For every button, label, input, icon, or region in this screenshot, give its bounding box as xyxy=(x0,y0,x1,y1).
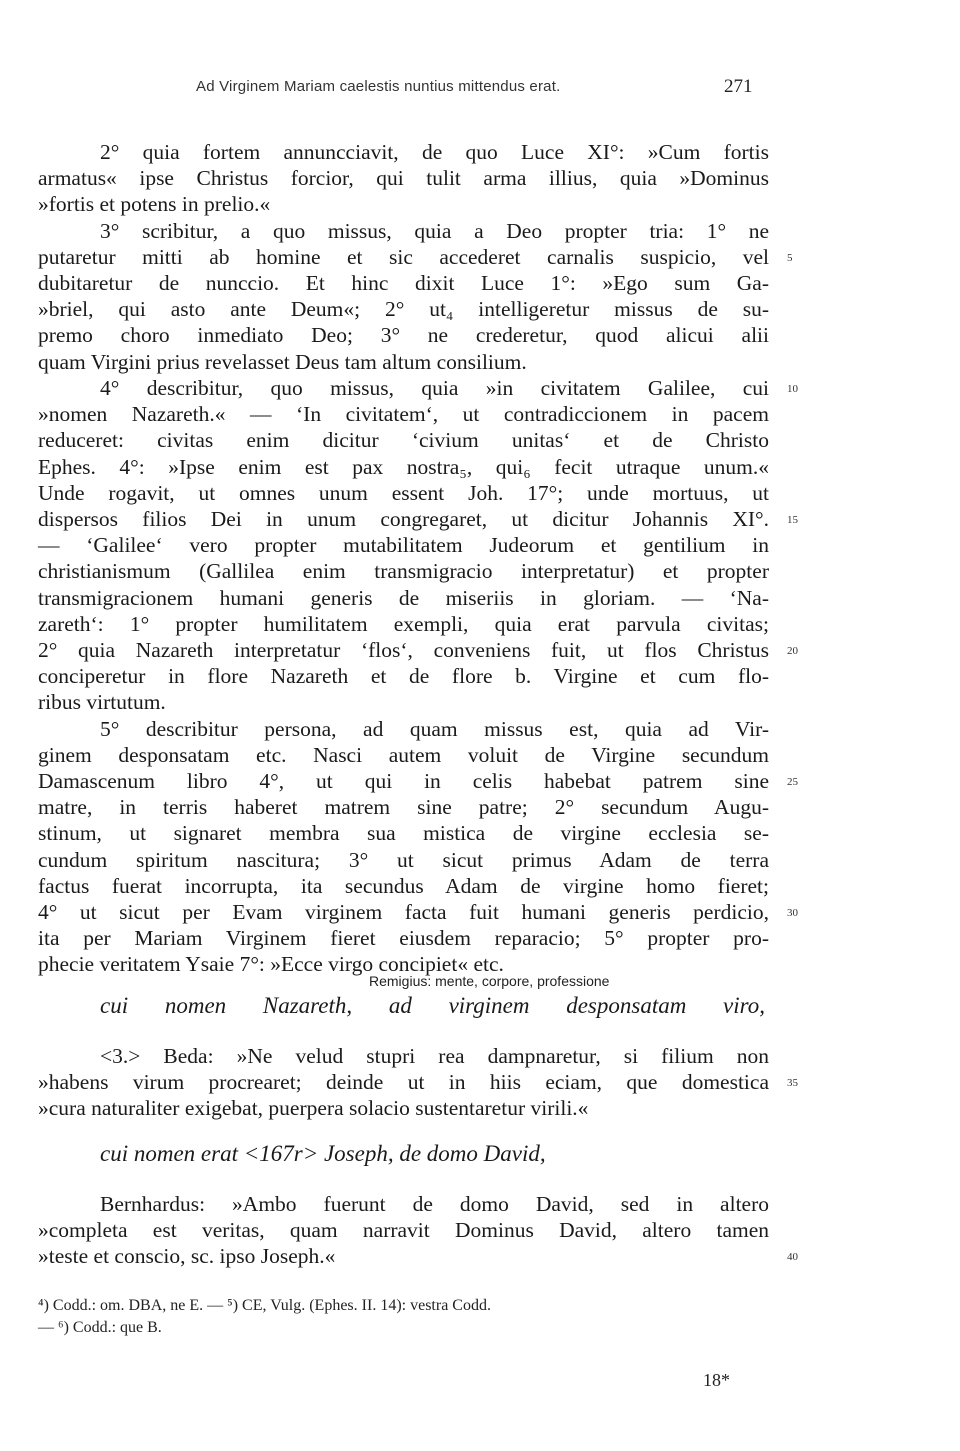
page-number: 271 xyxy=(724,76,753,97)
text-line: ita per Mariam Virginem fieret eiusdem reparacio; 5° propter pro- xyxy=(38,926,769,950)
line-number: 35 xyxy=(787,1077,798,1089)
line-number: 40 xyxy=(787,1251,798,1263)
text-line: 4° ut sicut per Evam virginem facta fuit humani generis perdicio, xyxy=(38,900,769,924)
text-line: armatus« ipse Christus forcior, qui tulit arma illius, quia »Dominus xyxy=(38,166,769,190)
text-line: 2° quia fortem annuncciavit, de quo Luce XI°: »Cum fortis xyxy=(100,140,769,164)
text-line: zareth‘: 1° propter humilitatem exempli, quia erat parvula civitas; xyxy=(38,612,769,636)
lemma-heading: cui nomen erat <167r> Joseph, de domo David, xyxy=(100,1141,546,1166)
text-line: dubitaretur de nunccio. Et hinc dixit Luce 1°: »Ego sum Ga- xyxy=(38,271,769,295)
line-number: 20 xyxy=(787,645,798,657)
text-line: »nomen Nazareth.« — ‘In civitatem‘, ut contradiccionem in pacem xyxy=(38,402,769,426)
text-line: quam Virgini prius revelasset Deus tam altum consilium. xyxy=(38,350,527,374)
text-line: »briel, qui asto ante Deum«; 2° ut₄ intelligeretur missus de su- xyxy=(38,297,769,321)
text-line: 5° describitur persona, ad quam missus est, quia ad Vir- xyxy=(100,717,769,741)
running-title: Ad Virginem Mariam caelestis nuntius mittendus erat. xyxy=(196,78,561,95)
text-line: transmigracionem humani generis de miseriis in gloriam. — ‘Na- xyxy=(38,586,769,610)
text-line: phecie veritatem Ysaie 7°: »Ecce virgo concipiet« etc. xyxy=(38,952,504,976)
text-line: factus fuerat incorrupta, ita secundus Adam de virgine homo fieret; xyxy=(38,874,769,898)
line-number: 5 xyxy=(787,252,793,264)
text-line: ginem desponsatam etc. Nasci autem voluit de Virgine secundum xyxy=(38,743,769,767)
text-line: — ‘Galilee‘ vero propter mutabilitatem Judeorum et gentilium in xyxy=(38,533,769,557)
text-line: 2° quia Nazareth interpretatur ‘flos‘, conveniens fuit, ut flos Christus xyxy=(38,638,769,662)
line-number: 15 xyxy=(787,514,798,526)
text-line: »fortis et potens in prelio.« xyxy=(38,192,271,216)
signature-mark: 18* xyxy=(703,1370,730,1390)
text-line: premo choro inmediato Deo; 3° ne crederetur, quod alicui alii xyxy=(38,323,769,347)
text-line: Bernhardus: »Ambo fuerunt de domo David, sed in altero xyxy=(100,1192,769,1216)
text-line: Ephes. 4°: »Ipse enim est pax nostra₅, qui₆ fecit utraque unum.« xyxy=(38,455,769,479)
text-line: stinum, ut signaret membra sua mistica de virgine ecclesia se- xyxy=(38,821,769,845)
footnote: — ⁶) Codd.: que B. xyxy=(38,1319,162,1336)
text-line: »habens virum procrearet; deinde ut in hiis eciam, que domestica xyxy=(38,1070,769,1094)
text-line: <3.> Beda: »Ne velud stupri rea dampnaretur, si filium non xyxy=(100,1044,769,1068)
text-line: conciperetur in flore Nazareth et de flore b. Virgine et cum flo- xyxy=(38,664,769,688)
footnote: ⁴) Codd.: om. DBA, ne E. — ⁵) CE, Vulg. (Ephes. II. 14): vestra Codd. xyxy=(38,1297,491,1314)
text-line: ribus virtutum. xyxy=(38,690,166,714)
text-line: »teste et conscio, sc. ipso Joseph.« xyxy=(38,1244,336,1268)
text-line: »cura naturaliter exigebat, puerpera solacio sustentaretur virili.« xyxy=(38,1096,589,1120)
text-line: »completa est veritas, quam narravit Dominus David, altero tamen xyxy=(38,1218,769,1242)
lemma-heading: cui nomen Nazareth, ad virginem desponsatam viro, xyxy=(100,993,765,1018)
line-number: 30 xyxy=(787,907,798,919)
text-line: matre, in terris haberet matrem sine patre; 2° secundum Augu- xyxy=(38,795,769,819)
text-line: Unde rogavit, ut omnes unum essent Joh. 17°; unde mortuus, ut xyxy=(38,481,769,505)
text-line: reduceret: civitas enim dicitur ‘civium unitas‘ et de Christo xyxy=(38,428,769,452)
line-number: 25 xyxy=(787,776,798,788)
remigius-gloss: Remigius: mente, corpore, professione xyxy=(369,973,610,989)
text-line: putaretur mitti ab homine et sic accederet carnalis suspicio, vel xyxy=(38,245,769,269)
text-line: 4° describitur, quo missus, quia »in civitatem Galilee, cui xyxy=(100,376,769,400)
text-line: Damascenum libro 4°, ut qui in celis habebat patrem sine xyxy=(38,769,769,793)
text-line: christianismum (Gallilea enim transmigracio interpretatur) et propter xyxy=(38,559,769,583)
text-line: dispersos filios Dei in unum congregaret, ut dicitur Johannis XI°. xyxy=(38,507,769,531)
text-line: 3° scribitur, a quo missus, quia a Deo propter tria: 1° ne xyxy=(100,219,769,243)
line-number: 10 xyxy=(787,383,798,395)
text-line: cundum spiritum nascitura; 3° ut sicut primus Adam de terra xyxy=(38,848,769,872)
